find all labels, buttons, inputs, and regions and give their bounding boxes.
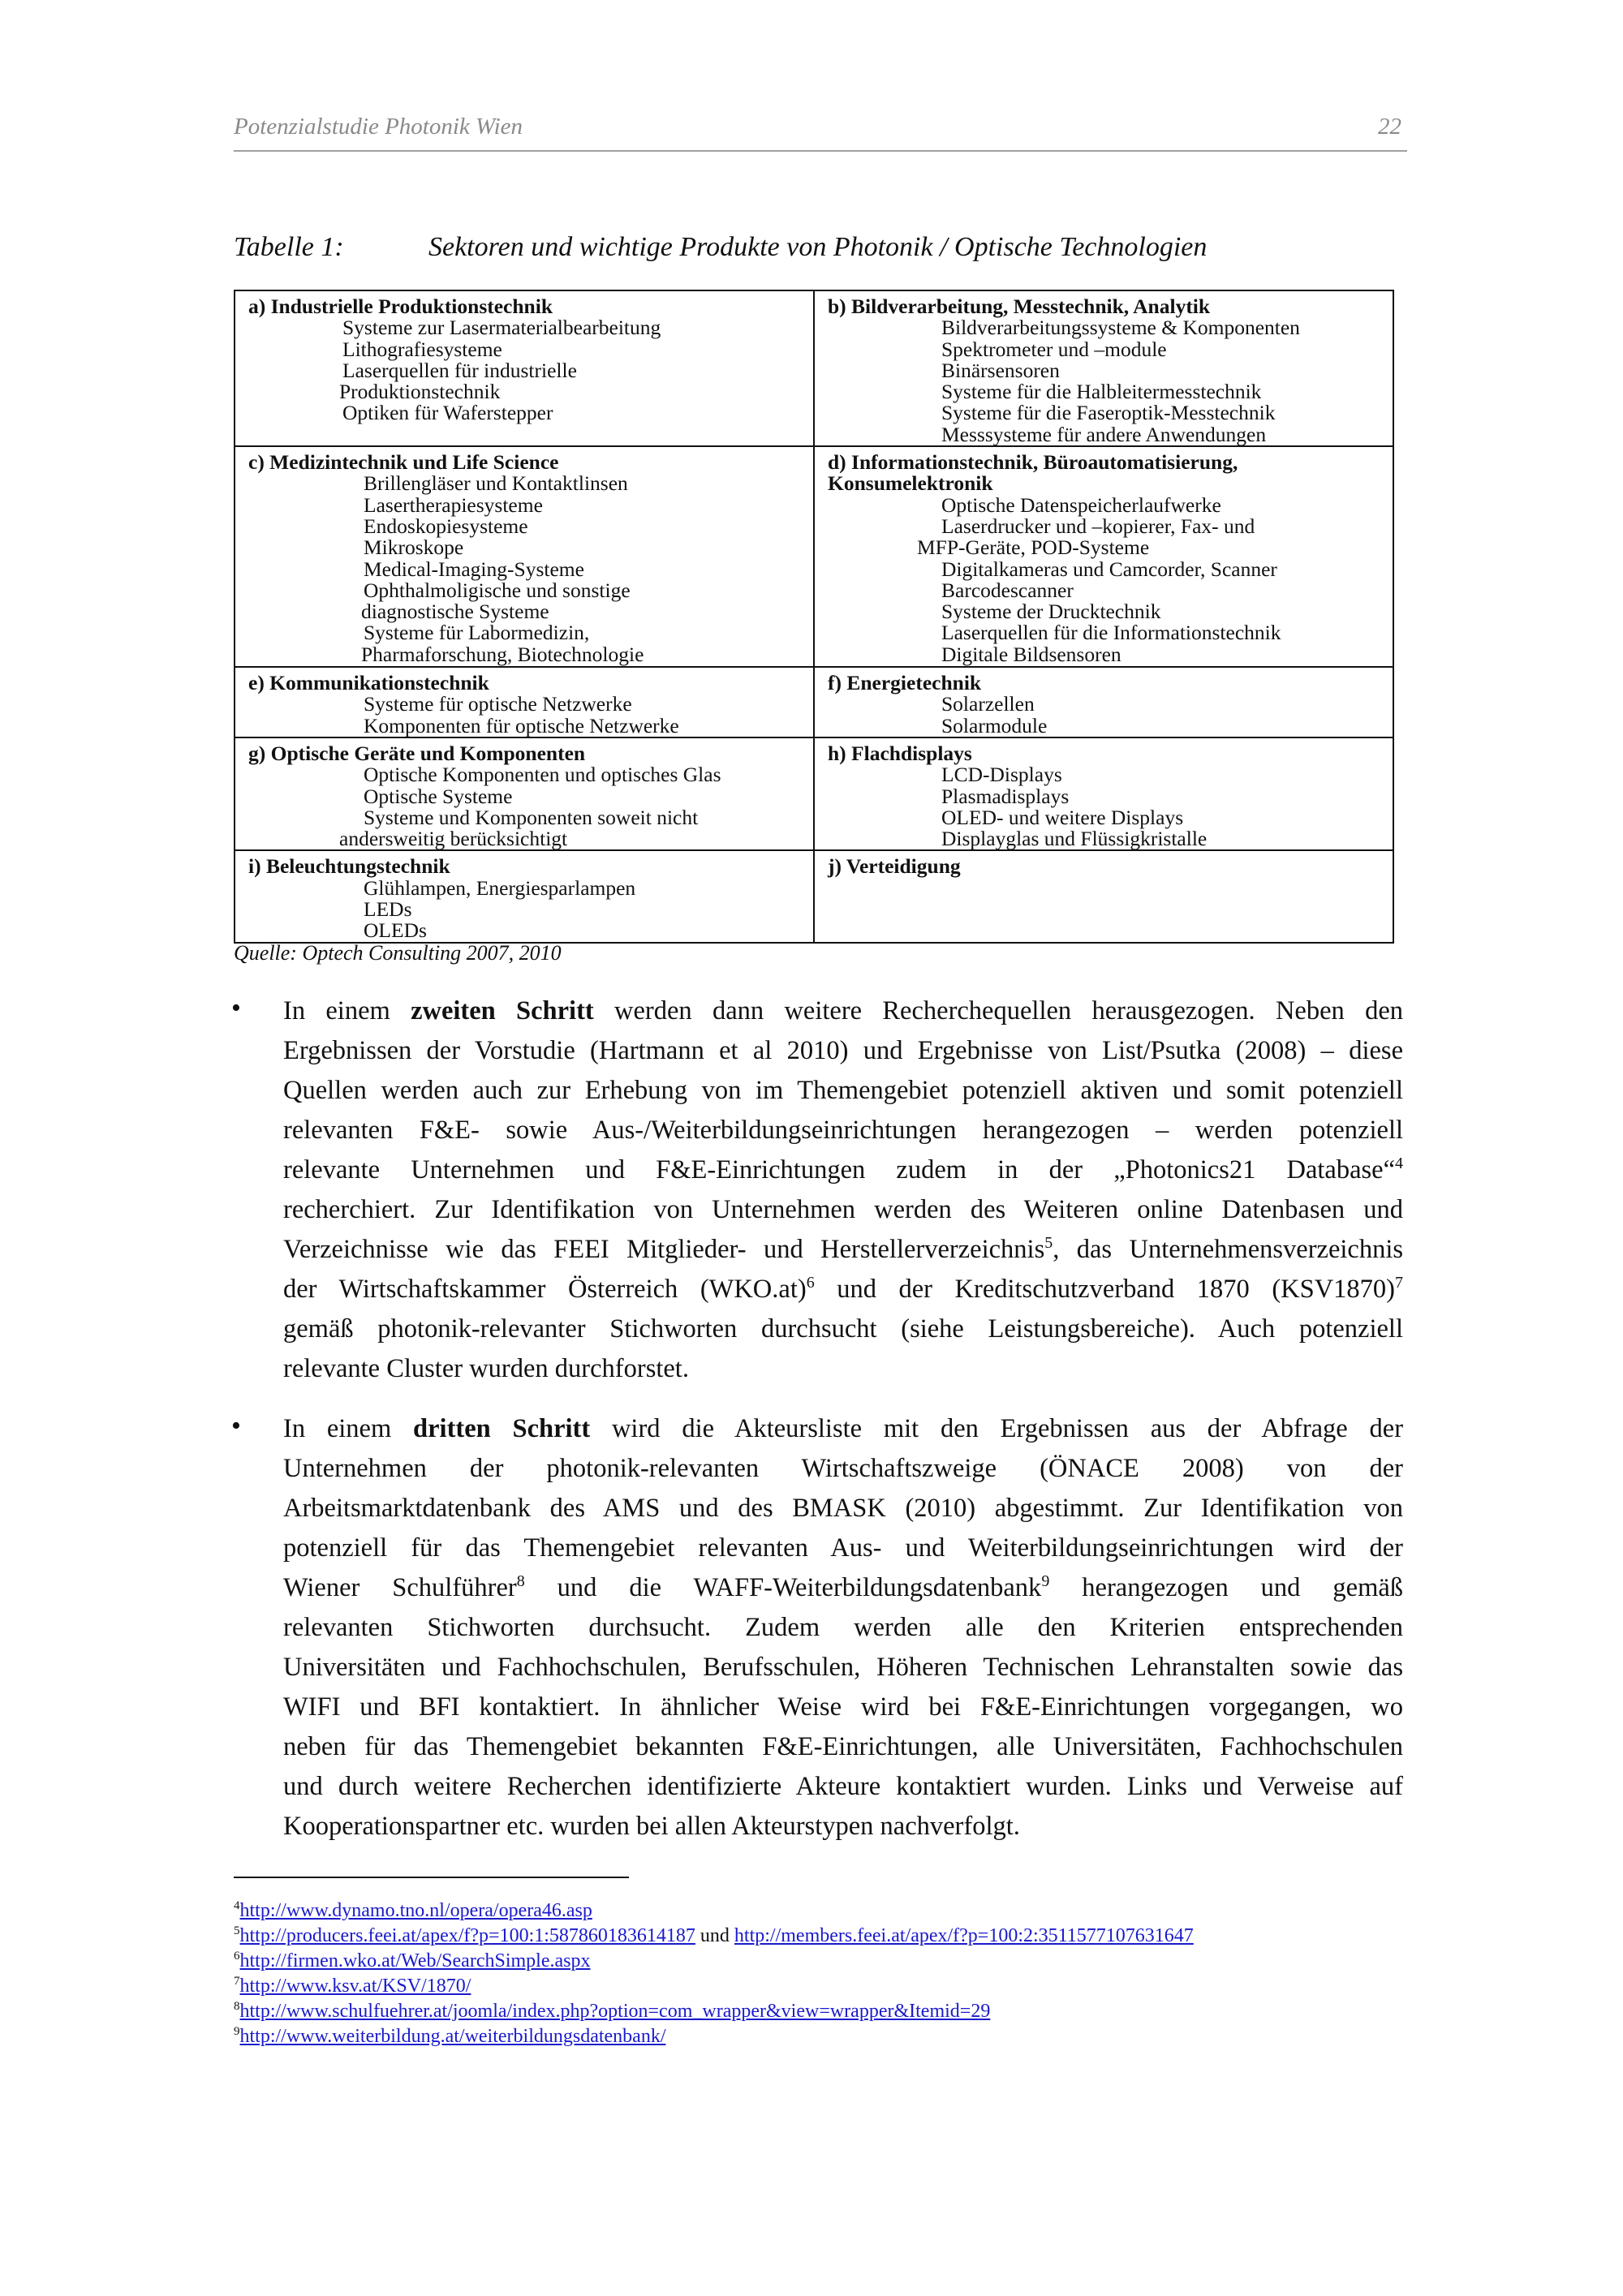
table-cell <box>814 290 1393 446</box>
product-item: Solarmodule <box>941 713 1048 737</box>
table-caption-label: Tabelle 1: <box>234 232 344 262</box>
product-item: Komponenten für optische Netzwerke <box>364 713 679 737</box>
product-item: Solarzellen <box>941 692 1035 716</box>
footnote-ref: 8 <box>516 1572 525 1591</box>
text-line <box>283 1767 1403 1807</box>
product-item: Spektrometer und –module <box>941 337 1167 361</box>
header-rule <box>234 150 1407 152</box>
product-item: Optische Systeme <box>364 784 513 808</box>
text-segment: potenziell für das Themengebiet relevanten Aus- und Weiterbildungseinrichtungen wird der <box>283 1533 1403 1563</box>
text-line <box>283 1111 1403 1150</box>
table-cell <box>235 446 814 667</box>
footnote-link[interactable]: http://www.weiterbildung.at/weiterbildungsdatenbank/ <box>239 2026 666 2047</box>
table-row <box>235 667 1393 737</box>
product-item: Binärsensoren <box>941 358 1060 382</box>
text-line <box>283 1568 1403 1608</box>
text-segment: Unternehmen der photonik-relevanten Wirtschaftszweige (ÖNACE 2008) von der <box>283 1454 1403 1483</box>
footnote-link[interactable]: http://members.feei.at/apex/f?p=100:2:3511577107631647 <box>734 1925 1194 1946</box>
text-segment: und der Kreditschutzverband 1870 (KSV1870) <box>814 1275 1395 1304</box>
table-row <box>235 446 1393 667</box>
footnote-text: und <box>695 1925 734 1946</box>
footnote-ref: 5 <box>1044 1234 1053 1253</box>
text-segment: , das Unternehmensverzeichnis <box>1053 1235 1403 1264</box>
sector-heading: f) Energietechnik <box>828 671 982 695</box>
product-item: Laserdrucker und –kopierer, Fax- und <box>941 514 1255 538</box>
text-segment: neben für das Themengebiet bekannten F&E-Einrichtungen, alle Universitäten, Fachhochschulen <box>283 1732 1403 1761</box>
table-cell <box>814 446 1393 667</box>
text-line <box>283 1449 1403 1489</box>
table-cell <box>235 667 814 737</box>
text-segment: Wiener Schulführer <box>283 1573 517 1602</box>
text-segment: recherchiert. Zur Identifikation von Unternehmen werden des Weiteren online Datenbasen und <box>283 1195 1403 1224</box>
product-item: Optiken für Waferstepper <box>342 401 553 425</box>
text-segment: In einem <box>283 996 411 1025</box>
footnote-link[interactable]: http://www.ksv.at/KSV/1870/ <box>239 1976 471 1997</box>
product-item: Systeme für optische Netzwerke <box>364 692 632 716</box>
product-item: Systeme für die Faseroptik-Messtechnik <box>941 401 1276 425</box>
product-item: Bildverarbeitungssysteme & Komponenten <box>941 316 1300 340</box>
product-item: Ophthalmoligische und sonstige <box>364 578 631 602</box>
product-item: andersweitig berücksichtigt <box>339 827 568 851</box>
text-line <box>283 1270 1403 1309</box>
text-segment: relevanten F&E- sowie Aus-/Weiterbildungseinrichtungen herangezogen – werden potenziell <box>283 1116 1403 1145</box>
bullet-icon: • <box>231 993 241 1023</box>
sector-heading: d) Informationstechnik, Büroautomatisierung, Konsumelektronik <box>828 450 1238 496</box>
text-segment: Ergebnissen der Vorstudie (Hartmann et al 2010) und Ergebnisse von List/Psutka (2008) – diese <box>283 1036 1403 1065</box>
text-segment: Arbeitsmarktdatenbank des AMS und des BMASK (2010) abgestimmt. Zur Identifikation von <box>283 1494 1403 1523</box>
product-item: LCD-Displays <box>941 763 1062 787</box>
table-cell <box>235 850 814 942</box>
text-segment: und durch weitere Recherchen identifizierte Akteure kontaktiert wurden. Links und Verweise auf <box>283 1772 1403 1801</box>
text-line <box>283 1190 1403 1230</box>
sector-heading: a) Industrielle Produktionstechnik <box>248 295 553 318</box>
text-line <box>283 1349 1403 1389</box>
table-cell <box>235 290 814 446</box>
text-line <box>283 1309 1403 1349</box>
table-row <box>235 290 1393 446</box>
footnote-number: 6 <box>234 1950 240 1963</box>
product-item: MFP-Geräte, POD-Systeme <box>917 535 1150 560</box>
table-cell <box>235 737 814 850</box>
text-line <box>283 1150 1403 1190</box>
text-segment: Universitäten und Fachhochschulen, Berufsschulen, Höheren Technischen Lehranstalten sowie das <box>283 1653 1403 1682</box>
product-item: Pharmaforschung, Biotechnologie <box>361 642 644 666</box>
sector-heading: j) Verteidigung <box>828 854 961 879</box>
table-cell <box>814 850 1393 942</box>
product-item: Systeme der Drucktechnik <box>941 600 1161 624</box>
footnote <box>234 1999 1194 2024</box>
text-segment: Quellen werden auch zur Erhebung von im Themengebiet potenziell aktiven und somit potenziell <box>283 1076 1403 1105</box>
footnote-link[interactable]: http://producers.feei.at/apex/f?p=100:1:587860183614187 <box>239 1925 695 1946</box>
footnote <box>234 1924 1194 1949</box>
text-segment: relevanten Stichworten durchsucht. Zudem werden alle den Kriterien entsprechenden <box>283 1613 1403 1642</box>
text-line <box>283 1031 1403 1071</box>
product-item: Systeme und Komponenten soweit nicht <box>364 805 699 829</box>
text-segment: der Wirtschaftskammer Österreich (WKO.at) <box>283 1275 807 1304</box>
footnote-link[interactable]: http://firmen.wko.at/Web/SearchSimple.aspx <box>239 1950 591 1971</box>
footnote-link[interactable]: http://www.dynamo.tno.nl/opera/opera46.asp <box>239 1900 592 1921</box>
bullet-icon: • <box>231 1411 241 1441</box>
product-item: Systeme zur Lasermaterialbearbeitung <box>342 316 661 340</box>
paragraph-third-step <box>283 1409 1403 1847</box>
footnote <box>234 1898 1194 1924</box>
sector-heading: h) Flachdisplays <box>828 741 972 765</box>
footnote-number: 5 <box>234 1924 240 1937</box>
text-segment: gemäß photonik-relevanter Stichworten durchsucht (siehe Leistungsbereiche). Auch potenziell <box>283 1314 1403 1344</box>
text-segment: In einem <box>283 1414 414 1443</box>
running-header-title: Potenzialstudie Photonik Wien <box>234 114 523 140</box>
text-segment: wird die Akteursliste mit den Ergebnissen aus der Abfrage der <box>590 1414 1404 1443</box>
text-line <box>283 1608 1403 1648</box>
product-item: Mikroskope <box>364 535 464 560</box>
product-item: Lithografiesysteme <box>342 337 502 361</box>
footnote-number: 7 <box>234 1975 240 1988</box>
bold-text: zweiten Schritt <box>411 996 594 1025</box>
text-line <box>283 1807 1403 1847</box>
product-item: Digitalkameras und Camcorder, Scanner <box>941 557 1277 581</box>
text-segment: WIFI und BFI kontaktiert. In ähnlicher Weise wird bei F&E-Einrichtungen vorgegangen, wo <box>283 1692 1403 1722</box>
product-item: Produktionstechnik <box>339 380 501 404</box>
product-item: Systeme für die Halbleitermesstechnik <box>941 380 1262 404</box>
text-segment: relevante Cluster wurden durchforstet. <box>283 1354 689 1383</box>
product-item: Optische Datenspeicherlaufwerke <box>941 492 1221 517</box>
footnote-number: 4 <box>234 1899 240 1912</box>
footnote-ref: 6 <box>806 1274 815 1292</box>
product-item: Brillengläser und Kontaktlinsen <box>364 471 628 496</box>
footnote <box>234 1949 1194 1974</box>
product-item: Glühlampen, Energiesparlampen <box>364 875 636 900</box>
text-segment: und die WAFF-Weiterbildungsdatenbank <box>524 1573 1042 1602</box>
page-number: 22 <box>1378 114 1401 140</box>
text-segment: relevante Unternehmen und F&E-Einrichtungen zudem in der „Photonics21 Database“ <box>283 1155 1395 1185</box>
sector-table <box>234 290 1394 944</box>
product-item: Laserquellen für die Informationstechnik <box>941 621 1281 645</box>
product-item: Systeme für Labormedizin, <box>364 621 590 645</box>
text-line <box>283 1230 1403 1270</box>
text-line <box>283 1489 1403 1529</box>
text-line <box>283 1071 1403 1111</box>
product-item: Displayglas und Flüssigkristalle <box>941 827 1208 851</box>
product-item: LEDs <box>364 897 412 922</box>
sector-heading: i) Beleuchtungstechnik <box>248 854 450 879</box>
product-item: Lasertherapiesysteme <box>364 492 543 517</box>
text-segment: Kooperationspartner etc. wurden bei allen Akteurstypen nachverfolgt. <box>283 1812 1020 1841</box>
product-item: OLEDs <box>364 918 427 943</box>
product-item: Digitale Bildsensoren <box>941 642 1121 666</box>
table-row <box>235 737 1393 850</box>
footnote-rule <box>234 1877 629 1878</box>
sector-heading: g) Optische Geräte und Komponenten <box>248 741 586 765</box>
product-item: Medical-Imaging-Systeme <box>364 557 584 581</box>
product-item: OLED- und weitere Displays <box>941 805 1184 829</box>
text-line <box>283 991 1403 1031</box>
text-line <box>283 1688 1403 1727</box>
footnotes <box>234 1898 1194 2049</box>
product-item: Optische Komponenten und optisches Glas <box>364 763 721 787</box>
text-line <box>283 1648 1403 1688</box>
text-segment: herangezogen und gemäß <box>1049 1573 1404 1602</box>
text-line <box>283 1409 1403 1449</box>
text-line <box>283 1727 1403 1767</box>
product-item: Messsysteme für andere Anwendungen <box>941 422 1267 446</box>
bold-text: dritten Schritt <box>413 1414 591 1443</box>
table-source: Quelle: Optech Consulting 2007, 2010 <box>234 941 562 965</box>
sector-heading: b) Bildverarbeitung, Messtechnik, Analytik <box>828 295 1211 318</box>
footnote <box>234 1974 1194 1999</box>
footnote-number: 8 <box>234 2000 240 2013</box>
product-item: Plasmadisplays <box>941 784 1070 808</box>
text-segment: Verzeichnisse wie das FEEI Mitglieder- und Herstellerverzeichnis <box>283 1235 1045 1264</box>
footnote-link[interactable]: http://www.schulfuehrer.at/joomla/index.php?option=com_wrapper&view=wrapper&Itemid=29 <box>239 2001 991 2022</box>
sector-heading: e) Kommunikationstechnik <box>248 671 489 695</box>
footnote-ref: 7 <box>1395 1274 1403 1292</box>
footnote-number: 9 <box>234 2025 240 2038</box>
sector-heading: c) Medizintechnik und Life Science <box>248 450 559 475</box>
table-caption-title: Sektoren und wichtige Produkte von Photonik / Optische Technologien <box>428 232 1208 262</box>
footnote-ref: 4 <box>1395 1154 1403 1173</box>
text-segment: werden dann weitere Recherchequellen herausgezogen. Neben den <box>593 996 1403 1025</box>
product-item: Laserquellen für industrielle <box>342 358 577 382</box>
footnote-ref: 9 <box>1041 1572 1050 1591</box>
text-line <box>283 1529 1403 1568</box>
product-item: Endoskopiesysteme <box>364 514 528 538</box>
table-row <box>235 850 1393 942</box>
product-item: Barcodescanner <box>941 578 1074 602</box>
product-item: diagnostische Systeme <box>361 600 549 624</box>
footnote <box>234 2024 1194 2049</box>
table-cell <box>814 667 1393 737</box>
paragraph-second-step <box>283 991 1403 1389</box>
table-cell <box>814 737 1393 850</box>
